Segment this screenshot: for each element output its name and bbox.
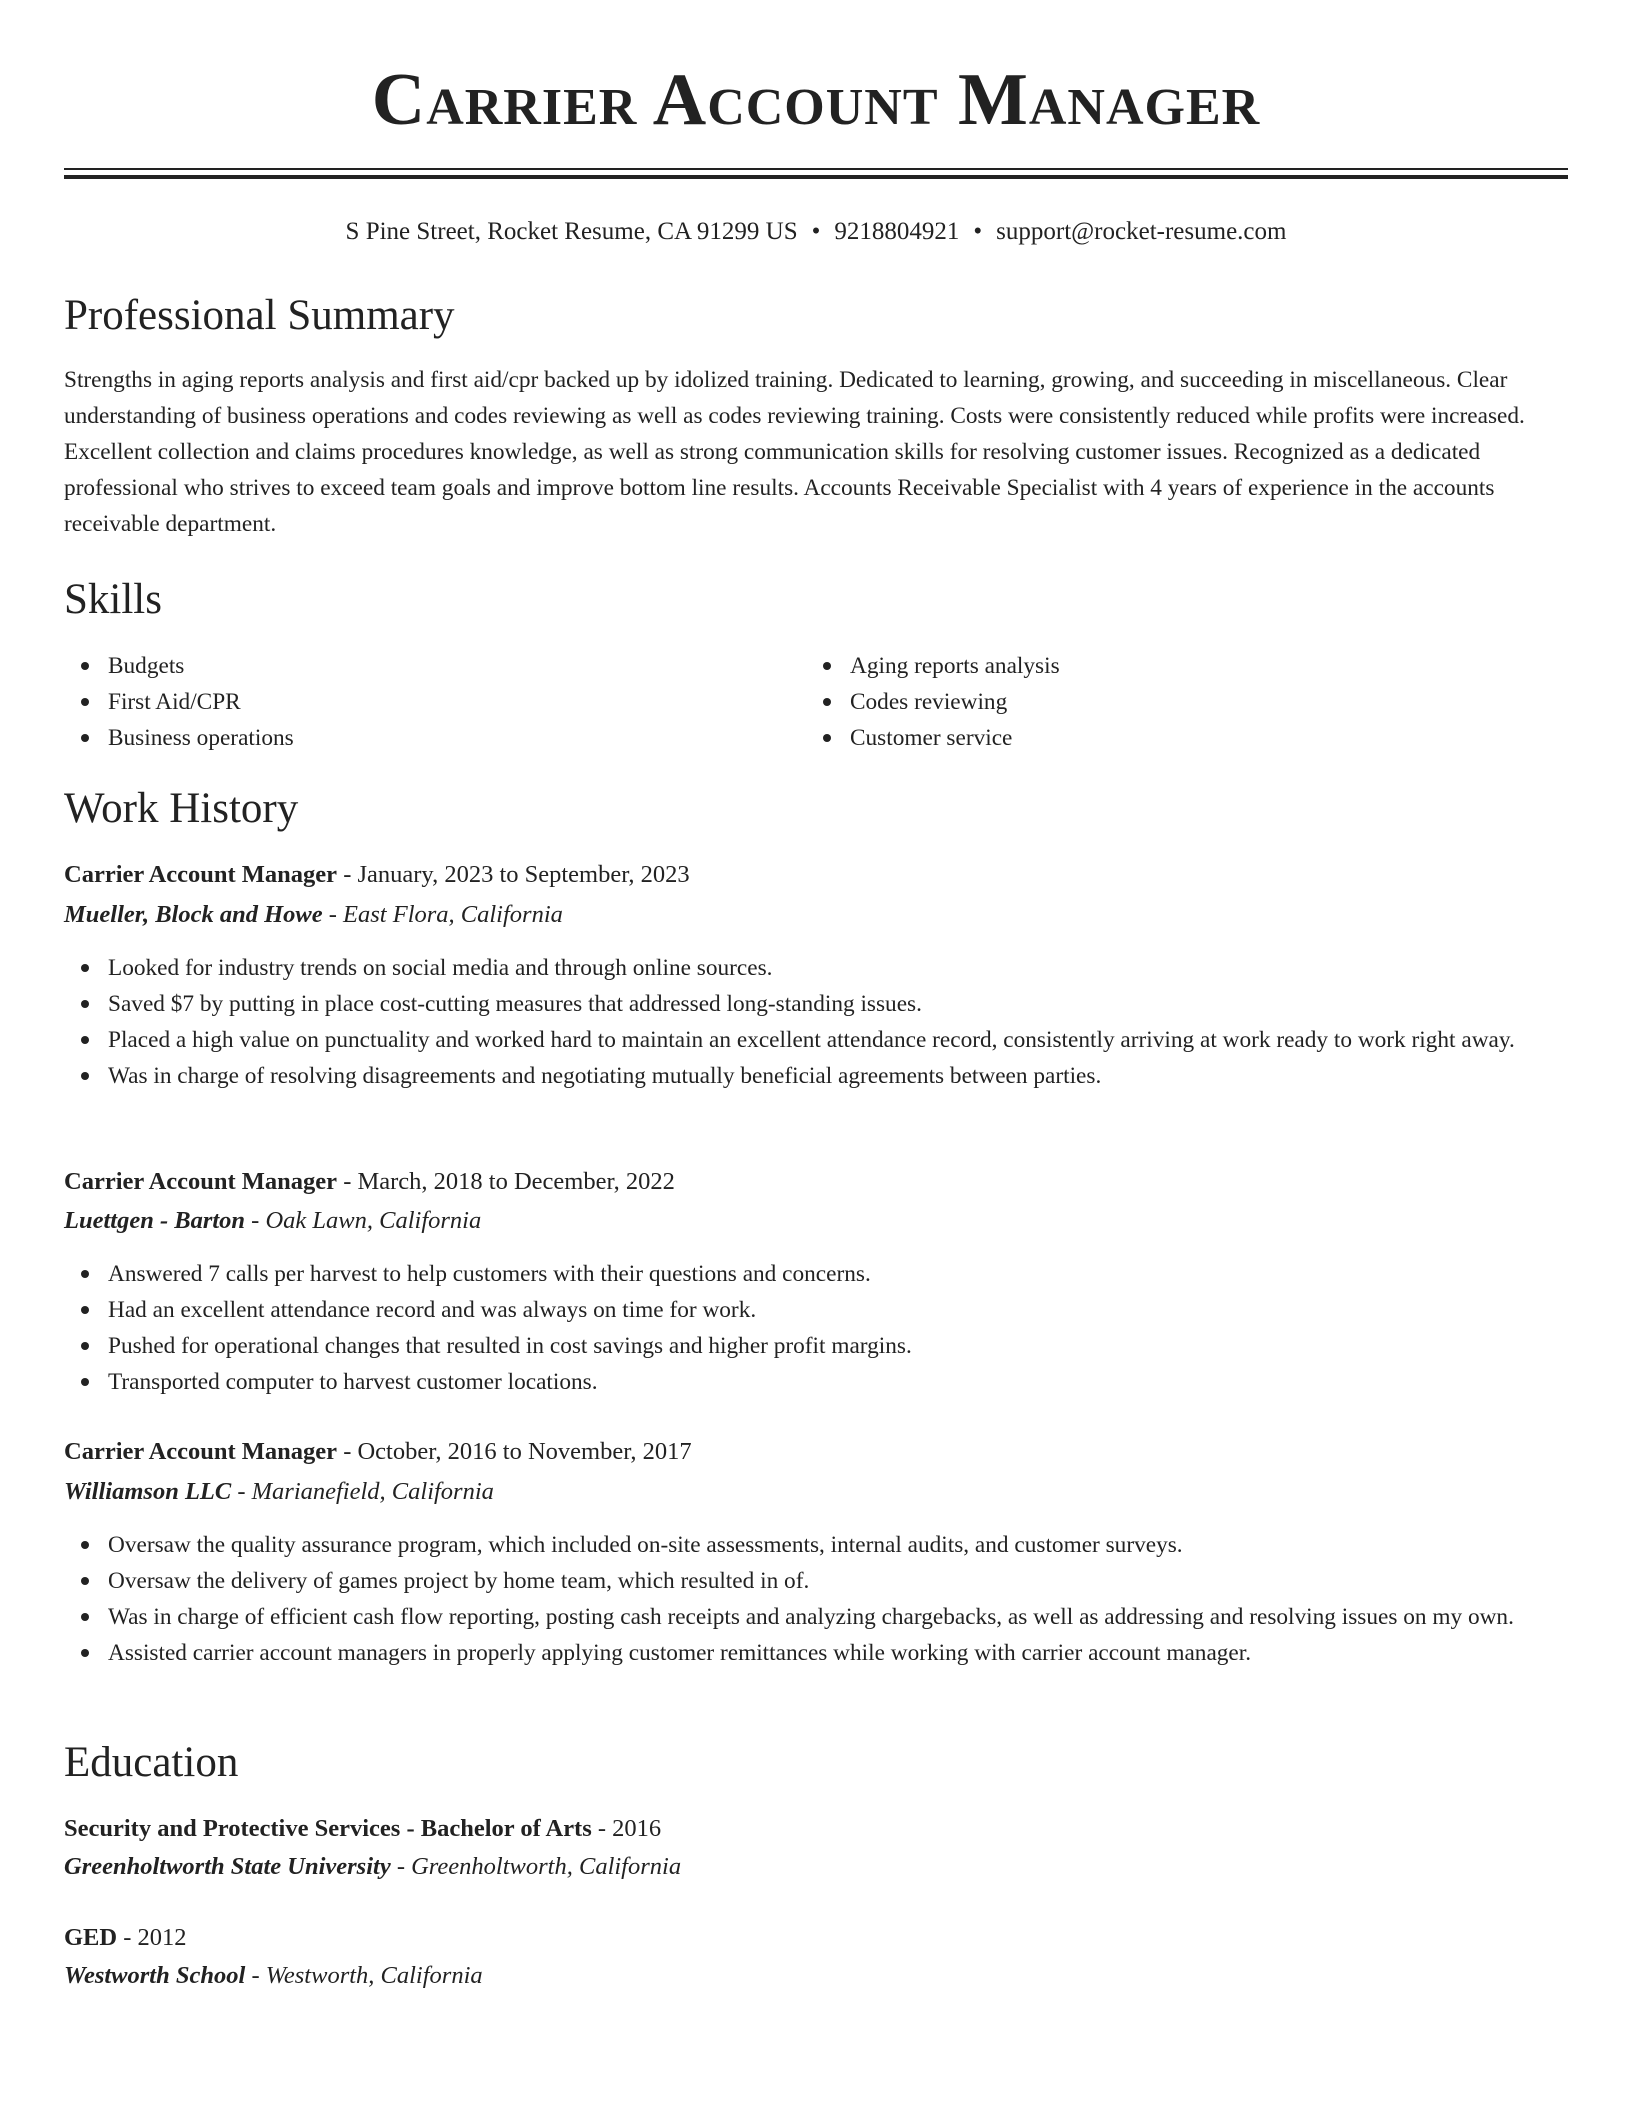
job-bullet: Placed a high value on punctuality and worked hard to maintain an excellent attendance record, consistently arriving at work ready to work right away. [64, 1022, 1574, 1058]
job-bullet: Was in charge of resolving disagreements and negotiating mutually beneficial agreements between parties. [64, 1058, 1574, 1094]
job-location: - East Flora, California [322, 901, 563, 928]
job-location: - Oak Lawn, California [245, 1207, 482, 1234]
skill-item: Budgets [64, 648, 806, 684]
job-dates: - March, 2018 to December, 2022 [337, 1168, 675, 1195]
title-rule-thick [64, 175, 1568, 179]
job-location: - Marianefield, California [231, 1478, 494, 1505]
job-company: Luettgen - Barton [64, 1207, 246, 1234]
education-year: - 2016 [591, 1815, 662, 1842]
resume-title: Carrier Account Manager [371, 59, 1261, 141]
job-bullet: Answered 7 calls per harvest to help customers with their questions and concerns. [64, 1256, 1574, 1292]
job-dates: - January, 2023 to September, 2023 [337, 861, 690, 888]
summary-heading: Professional Summary [64, 292, 455, 339]
job-bullet: Transported computer to harvest customer locations. [64, 1364, 1574, 1400]
job-bullet: Oversaw the quality assurance program, which included on-site assessments, internal audits, and customer surveys. [64, 1527, 1574, 1563]
skill-item: Customer service [806, 720, 1548, 756]
job-bullet: Looked for industry trends on social media and through online sources. [64, 950, 1574, 986]
contact-separator: • [811, 218, 821, 245]
job-bullets [64, 1527, 1574, 1671]
job-bullet: Assisted carrier account managers in properly applying customer remittances while working with carrier account manager. [64, 1635, 1574, 1671]
education-header [64, 1813, 661, 1845]
job-title: Carrier Account Manager [64, 1168, 338, 1195]
skill-item: Aging reports analysis [806, 648, 1548, 684]
job-bullet: Was in charge of efficient cash flow reporting, posting cash receipts and analyzing chargebacks, as well as addressing and resolving issues on my own. [64, 1599, 1574, 1635]
job-bullet: Pushed for operational changes that resulted in cost savings and higher profit margins. [64, 1328, 1574, 1364]
skills-heading: Skills [64, 576, 162, 623]
job-company: Williamson LLC [64, 1478, 232, 1505]
education-year: - 2012 [117, 1924, 187, 1951]
contact-line [0, 216, 1632, 248]
work-heading: Work History [64, 785, 299, 832]
summary-text: Strengths in aging reports analysis and first aid/cpr backed up by idolized training. Dedicated to learning, growing, and succeeding in miscellaneous. Clear understanding of business operations and codes reviewing as well as codes reviewing training. Costs were consistently reduced while profits were increased. Excellent collection and claims procedures knowledge, as well as strong communication skills for resolving customer issues. Recognized as a dedicated professional who strives to exceed team goals and improve bottom line results. Accounts Receivable Specialist with 4 years of experience in the accounts receivable department. [64, 367, 1525, 537]
education-degree: GED [64, 1924, 118, 1951]
contact-phone: 9218804921 [834, 218, 960, 245]
job-bullet: Had an excellent attendance record and was always on time for work. [64, 1292, 1574, 1328]
job-bullet: Oversaw the delivery of games project by home team, which resulted in of. [64, 1563, 1574, 1599]
job-employer [64, 1476, 494, 1508]
job-employer [64, 899, 563, 931]
job-employer [64, 1205, 481, 1237]
job-header [64, 1436, 692, 1468]
job-bullets [64, 950, 1574, 1094]
contact-separator: • [973, 218, 983, 245]
skill-item: Business operations [64, 720, 806, 756]
job-header [64, 1166, 675, 1198]
job-company: Mueller, Block and Howe [64, 901, 323, 928]
title-rule-thin [64, 168, 1568, 170]
education-header [64, 1922, 187, 1954]
education-location: - Westworth, California [245, 1962, 483, 1989]
skill-item: First Aid/CPR [64, 684, 806, 720]
contact-address: S Pine Street, Rocket Resume, CA 91299 US [345, 218, 798, 245]
education-school-line [64, 1851, 681, 1883]
education-heading: Education [64, 1739, 239, 1786]
job-header [64, 859, 690, 891]
skill-item: Codes reviewing [806, 684, 1548, 720]
job-bullets [64, 1256, 1574, 1400]
skills-list [64, 648, 1568, 756]
education-location: - Greenholtworth, California [390, 1853, 682, 1880]
education-school: Westworth School [64, 1962, 246, 1989]
education-degree: Security and Protective Services - Bachelor of Arts [64, 1815, 592, 1842]
education-school-line [64, 1960, 483, 1992]
education-school: Greenholtworth State University [64, 1853, 391, 1880]
job-bullet: Saved $7 by putting in place cost-cutting measures that addressed long-standing issues. [64, 986, 1574, 1022]
contact-email: support@rocket-resume.com [996, 218, 1287, 245]
job-title: Carrier Account Manager [64, 1438, 338, 1465]
job-dates: - October, 2016 to November, 2017 [337, 1438, 692, 1465]
job-title: Carrier Account Manager [64, 861, 338, 888]
